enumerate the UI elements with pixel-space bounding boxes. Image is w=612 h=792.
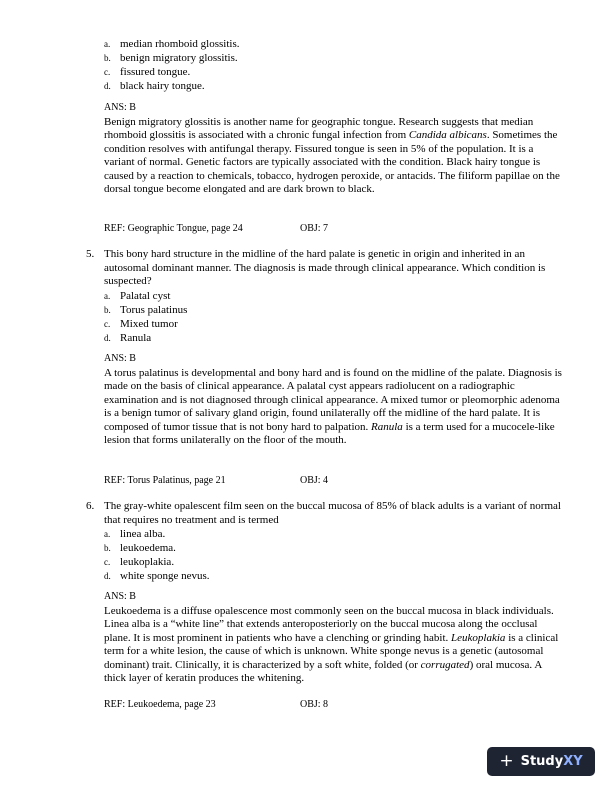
rationale: A torus palatinus is developmental and bony hard and is found on the midline of the palate. Diagnosis is made on the basis of clinical appearance. A palatal cyst appears radiolucent on a radiographic examination and is not diagnosed through clinical appearance. A mixed tumor or pleomorphic adenoma is a benign tumor of salivary gland origin, found unilaterally off the midline of the hard palate. It is composed of tumor tissue that is not bony hard to palpation. Ranula is a term used for a mucocele-like lesion that forms unilaterally on the floor of the mouth. — [104, 366, 562, 446]
plus-icon: + — [499, 750, 514, 771]
objective-text: OBJ: 7 — [300, 223, 329, 234]
option-c: c. fissured tongue. — [104, 66, 191, 78]
answer-key: ANS: B — [104, 353, 136, 364]
question-number: 5. — [86, 248, 95, 260]
option-c: c. Mixed tumor — [104, 317, 178, 330]
question-5 — [86, 248, 564, 346]
question-4-options — [104, 38, 504, 94]
rationale: Leukoedema is a diffuse opalescence most commonly seen on the buccal mucosa in black individuals. Linea alba is a “white line” that extends anteroposteriorly on the buccal mucosa along the occlusal plane. It is most prominent in patients who have a clenching or grinding habit. Leukoplakia is a clinical term for a white lesion, the cause of which is unknown. White sponge nevus is a genetic (autosomal dominant) trait. Clinically, it is characterized by a soft white, folded (or corrugated) oral mucosa. A thick layer of keratin produces the whitening. — [104, 604, 559, 684]
objective-text: OBJ: 8 — [300, 699, 329, 710]
logo-text: Study — [520, 753, 564, 769]
option-c: c. leukoplakia. — [104, 556, 175, 568]
question-6-options — [104, 528, 564, 584]
option-a: a. median rhomboid glossitis. — [104, 38, 240, 50]
objective-text: OBJ: 4 — [300, 475, 329, 486]
question-4-reference — [104, 222, 564, 236]
answer-key: ANS: B — [104, 102, 136, 113]
question-5-reference — [104, 474, 564, 488]
question-number: 6. — [86, 500, 95, 512]
reference-text: REF: Geographic Tongue, page 24 — [104, 223, 243, 234]
studyxy-logo[interactable] — [487, 747, 595, 776]
option-d: d. black hairy tongue. — [104, 80, 205, 92]
reference-text: REF: Torus Palatinus, page 21 — [104, 475, 226, 486]
question-6 — [86, 500, 564, 584]
question-6-reference — [104, 698, 564, 712]
question-4-answer-block — [104, 101, 564, 197]
option-d: d. Ranula — [104, 331, 152, 344]
option-a: a. Palatal cyst — [104, 289, 171, 302]
option-d: d. white sponge nevus. — [104, 570, 210, 582]
option-b: b. Torus palatinus — [104, 303, 188, 316]
rationale: Benign migratory glossitis is another name for geographic tongue. Research suggests that median rhomboid glossitis is associated with a chronic fungal infection from Candida albicans. Sometimes the condition resolves with antifungal therapy. Fissured tongue is seen in 5% of the population. It is a variant of normal. Genetic factors are typically associated with the condition. Black hairy tongue is caused by a reaction to chemicals, tobacco, hydrogen peroxide, or antacids. The filiform papillae on the dorsal tongue become elongated and are dark brown to black. — [104, 115, 560, 195]
question-6-answer-block — [104, 590, 564, 686]
question-stem: This bony hard structure in the midline of the hard palate is genetic in origin and inherited in an autosomal dominant manner. The diagnosis is made through clinical appearance. Which condition is suspected? — [104, 248, 546, 287]
answer-key: ANS: B — [104, 591, 136, 602]
option-b: b. leukoedema. — [104, 542, 176, 554]
question-5-answer-block — [104, 352, 564, 448]
option-a: a. linea alba. — [104, 528, 166, 540]
question-stem: The gray-white opalescent film seen on the buccal mucosa of 85% of black adults is a variant of normal that requires no treatment and is termed — [104, 500, 561, 526]
logo-accent-text: XY — [563, 753, 583, 769]
question-5-options — [104, 290, 564, 346]
reference-text: REF: Leukoedema, page 23 — [104, 699, 216, 710]
option-b: b. benign migratory glossitis. — [104, 52, 238, 64]
